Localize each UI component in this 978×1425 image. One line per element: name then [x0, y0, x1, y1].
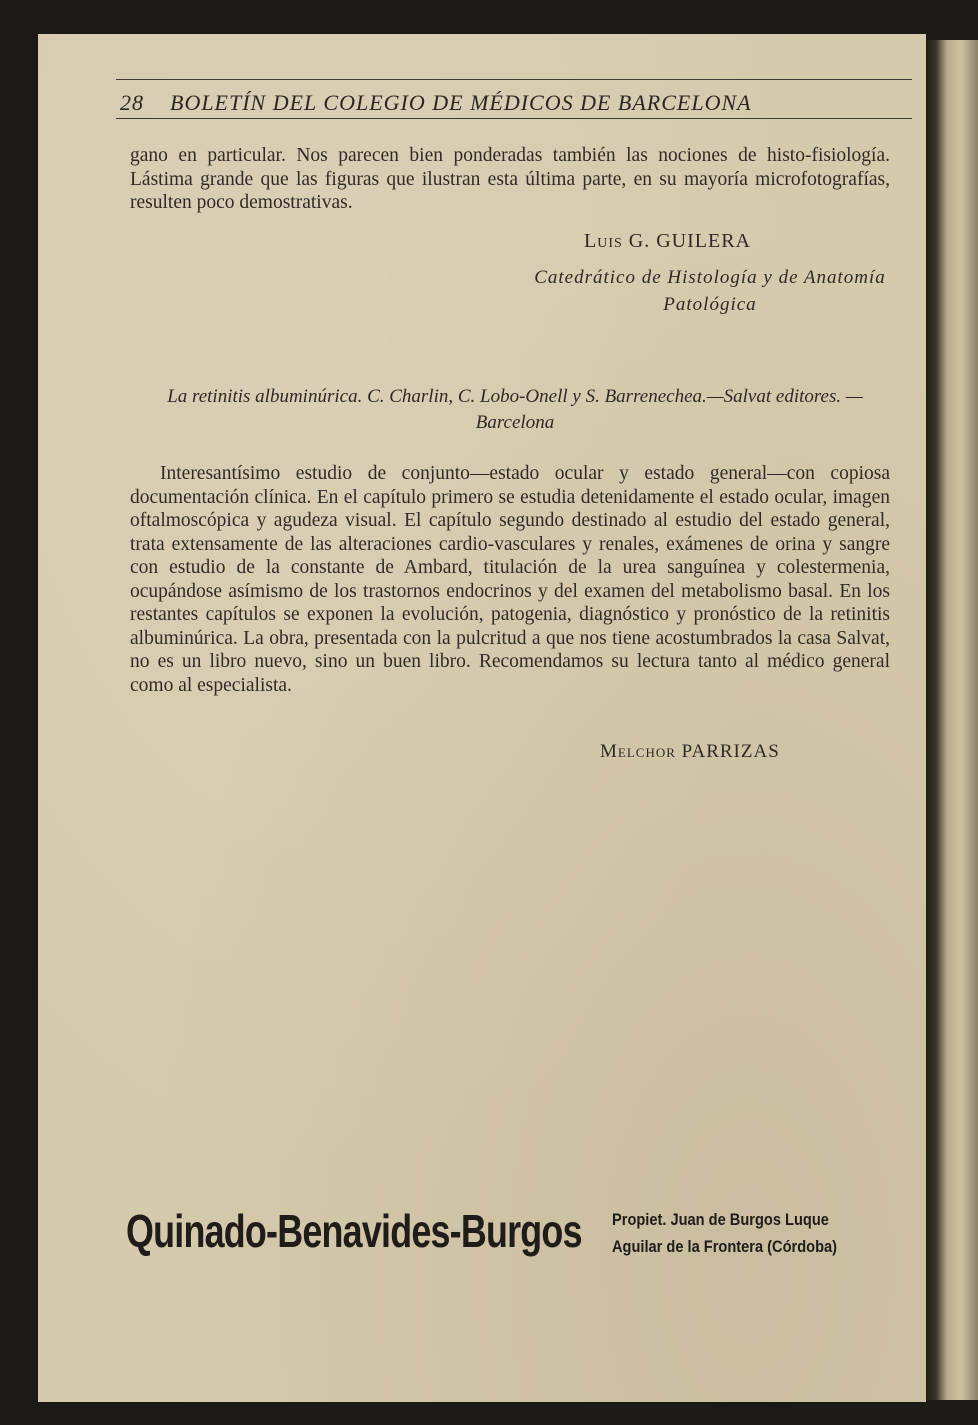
- journal-title: BOLETÍN DEL COLEGIO DE MÉDICOS DE BARCELONA: [170, 90, 752, 115]
- header-rule: [116, 118, 912, 119]
- advert-owner-line: Propiet. Juan de Burgos Luque: [612, 1210, 829, 1229]
- advert-location-line: Aguilar de la Frontera (Córdoba): [612, 1237, 838, 1256]
- running-header: [120, 90, 910, 116]
- review2-paragraph: Interesantísimo estudio de conjunto—estado ocular y estado general—con copiosa documentación clínica. En el capítulo primero se estudia detenidamente el estado ocular, imagen oftalmoscópica y agudeza visual. El capítulo segundo destinado al estudio del estado general, trata extensamente de las alteraciones cardio-vasculares y renales, exámenes de orina y sangre con estudio de la constante de Ambard, titulación de la urea sanguínea y colestermenia, ocupándose asímismo de los trastornos endocrinos y del examen del metabolismo basal. En los restantes capítulos se exponen la evolución, patogenia, diagnóstico y pronóstico de la retinitis albuminúrica. La obra, presentada con la pulcritud a que nos tiene acostumbrados la casa Salvat, no es un libro nuevo, sino un buen libro. Recomendamos su lectura tanto al médico general como al especialista.: [130, 463, 890, 696]
- review2-author-rest: PARRIZAS: [675, 741, 780, 762]
- page-number: 28: [120, 90, 144, 115]
- review2-author-first: Melchor: [600, 741, 676, 762]
- review1-paragraph: gano en particular. Nos parecen bien ponderadas también las nociones de histo-fisiología. Lástima grande que las figuras que ilustran esta última parte, en su mayoría microfotografías, resulten poco demostrativas.: [130, 145, 890, 213]
- review1-author-title: Catedrático de Histología y de Anatomía Patológica: [534, 267, 886, 315]
- document-page: [38, 34, 926, 1402]
- adjacent-page-edge: [922, 40, 978, 1400]
- review1-signature: [584, 230, 751, 253]
- review1-author-first: Luis: [584, 230, 623, 252]
- review2-signature: [600, 741, 780, 763]
- advert-info: [612, 1206, 837, 1260]
- advert-brand: Quinado-Benavides-Burgos: [126, 1205, 582, 1257]
- review1-author-rest: G. GUILERA: [622, 230, 751, 252]
- header-rule-top: [116, 79, 912, 80]
- review2-citation: La retinitis albuminúrica. C. Charlin, C. Lobo-Onell y S. Barrenechea.—Salvat editores. — Barcelona: [167, 386, 863, 433]
